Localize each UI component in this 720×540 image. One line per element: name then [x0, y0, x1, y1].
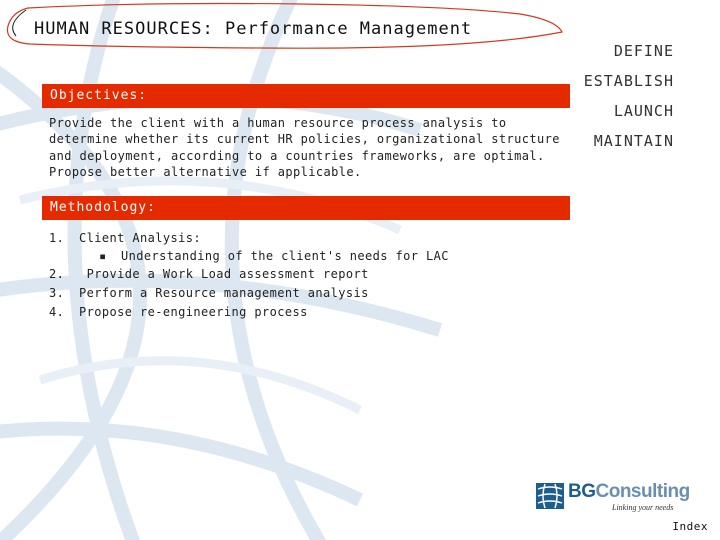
list-number: 3. — [49, 286, 65, 300]
step-launch[interactable]: LAUNCH — [613, 102, 674, 120]
list-subitem-text: Understanding of the client's needs for LAC — [121, 249, 449, 263]
logo-tagline: Linking your needs — [612, 503, 674, 512]
methodology-heading: Methodology: — [42, 196, 570, 220]
list-item — [49, 265, 569, 284]
step-maintain[interactable]: MAINTAIN — [593, 132, 674, 150]
methodology-list — [49, 229, 569, 322]
list-text: Client Analysis: — [79, 231, 201, 245]
list-number: 4. — [49, 305, 65, 319]
list-item — [49, 229, 569, 248]
phase-steps — [584, 36, 674, 156]
list-number: 1. — [49, 231, 65, 245]
list-number: 2. — [49, 267, 65, 281]
title-area — [0, 0, 580, 60]
bg-consulting-logo — [536, 483, 696, 517]
page-title: HUMAN RESOURCES: Performance Management — [34, 19, 473, 39]
list-text: Propose re-engineering process — [79, 305, 308, 319]
step-define[interactable]: DEFINE — [613, 42, 674, 60]
step-establish[interactable]: ESTABLISH — [583, 72, 674, 90]
list-item — [49, 284, 569, 303]
objectives-text: Provide the client with a human resource process analysis to determine whether its current HR policies, organizational structure and deployment, according to a countries frameworks, are optimal. Propose better alternative if applicable. — [49, 116, 560, 180]
list-text: Perform a Resource management analysis — [79, 286, 369, 300]
logo-wordmark: BGConsulting — [568, 481, 690, 502]
objectives-heading: Objectives: — [42, 84, 570, 108]
list-subitem — [49, 248, 569, 265]
bullet-icon: ▪ — [99, 249, 107, 263]
list-item — [49, 303, 569, 322]
list-text: Provide a Work Load assessment report — [79, 267, 369, 281]
index-link[interactable]: Index — [672, 520, 708, 533]
logo-mark-icon — [536, 483, 564, 509]
